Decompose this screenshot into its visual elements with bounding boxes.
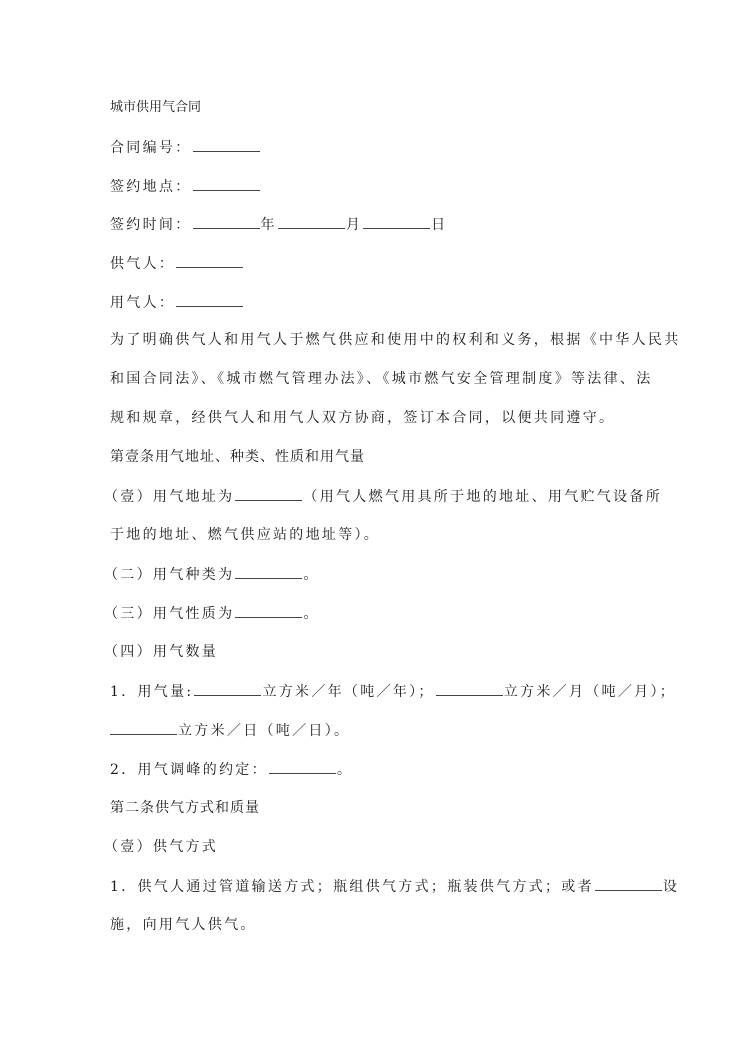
gas-quantity-line [110, 682, 676, 701]
gas-address-blank[interactable] [235, 487, 302, 501]
preamble-line-1: 为了明确供气人和用气人于燃气供应和使用中的权利和义务，根据《中华人民共 [110, 332, 681, 348]
preamble-line-3: 规和规章，经供气人和用气人双方协商，签订本合同，以便共同遵守。 [110, 410, 616, 426]
sign-place-label: 签约地点： [110, 179, 192, 195]
user-blank[interactable] [176, 293, 243, 307]
user-label: 用气人： [110, 295, 176, 311]
item-2-suffix: 。 [303, 567, 320, 583]
quantity-day-blank[interactable] [110, 721, 177, 735]
quantity-day-unit: 立方米／日（吨／日）。 [178, 723, 351, 739]
supplier-label: 供气人： [110, 256, 176, 272]
article-1-item-4: （四）用气数量 [104, 644, 219, 660]
sign-place-field [110, 177, 261, 196]
quantity-year-blank[interactable] [194, 682, 261, 696]
article-1-item-1-cont: 于地的地址、燃气供应站的地址等）。 [110, 527, 381, 543]
peak-suffix: 。 [336, 762, 354, 778]
supplier-blank[interactable] [176, 254, 243, 268]
sign-day-blank[interactable] [363, 215, 430, 229]
day-label: 日 [431, 217, 448, 233]
article-1-heading: 第壹条用气地址、种类、性质和用气量 [110, 449, 365, 465]
item-1-prefix: （壹）用气地址为 [104, 489, 235, 505]
quantity-month-unit: 立方米／月（吨／月）； [503, 684, 677, 700]
year-label: 年 [260, 217, 277, 233]
supply-method-line-cont: 施，向用气人供气。 [110, 917, 257, 933]
article-2-heading: 第二条供气方式和质量 [110, 800, 260, 816]
supplier-field [110, 254, 244, 273]
article-2-sub-1: （壹）供气方式 [104, 839, 219, 855]
supply-method-line [110, 877, 679, 896]
method-prefix: 1．供气人通过管道输送方式；瓶组供气方式；瓶装供气方式；或者 [110, 879, 594, 895]
gas-type-blank[interactable] [235, 565, 302, 579]
gas-quantity-line-cont [110, 721, 350, 740]
article-1-item-3 [104, 604, 320, 623]
item-1-suffix: （用气人燃气用具所于地的地址、用气贮气设备所 [303, 489, 663, 505]
contract-number-field [110, 138, 261, 157]
supply-facility-blank[interactable] [595, 877, 662, 891]
article-1-item-2 [104, 565, 320, 584]
peak-agreement-blank[interactable] [269, 760, 336, 774]
quantity-prefix: 1．用气量: [110, 684, 194, 700]
sign-year-blank[interactable] [193, 215, 260, 229]
peak-agreement-line [110, 760, 353, 779]
contract-number-blank[interactable] [193, 138, 260, 152]
sign-place-blank[interactable] [193, 177, 260, 191]
item-3-prefix: （三）用气性质为 [104, 606, 235, 622]
preamble-line-2: 和国合同法》、《城市燃气管理办法》、《城市燃气安全管理制度》等法律、法 [110, 371, 653, 387]
quantity-year-unit: 立方米／年（吨／年）； [262, 684, 435, 700]
item-3-suffix: 。 [303, 606, 320, 622]
user-field [110, 293, 244, 312]
sign-time-field [110, 215, 447, 234]
quantity-month-blank[interactable] [436, 682, 503, 696]
contract-number-label: 合同编号： [110, 140, 192, 156]
item-2-prefix: （二）用气种类为 [104, 567, 235, 583]
gas-nature-blank[interactable] [235, 604, 302, 618]
document-title: 城市供用气合同 [110, 100, 202, 115]
sign-time-label: 签约时间： [110, 217, 192, 233]
peak-prefix: 2．用气调峰的约定： [110, 762, 268, 778]
article-1-item-1 [104, 487, 662, 506]
sign-month-blank[interactable] [278, 215, 345, 229]
method-suffix: 设 [662, 879, 680, 895]
month-label: 月 [345, 217, 363, 233]
